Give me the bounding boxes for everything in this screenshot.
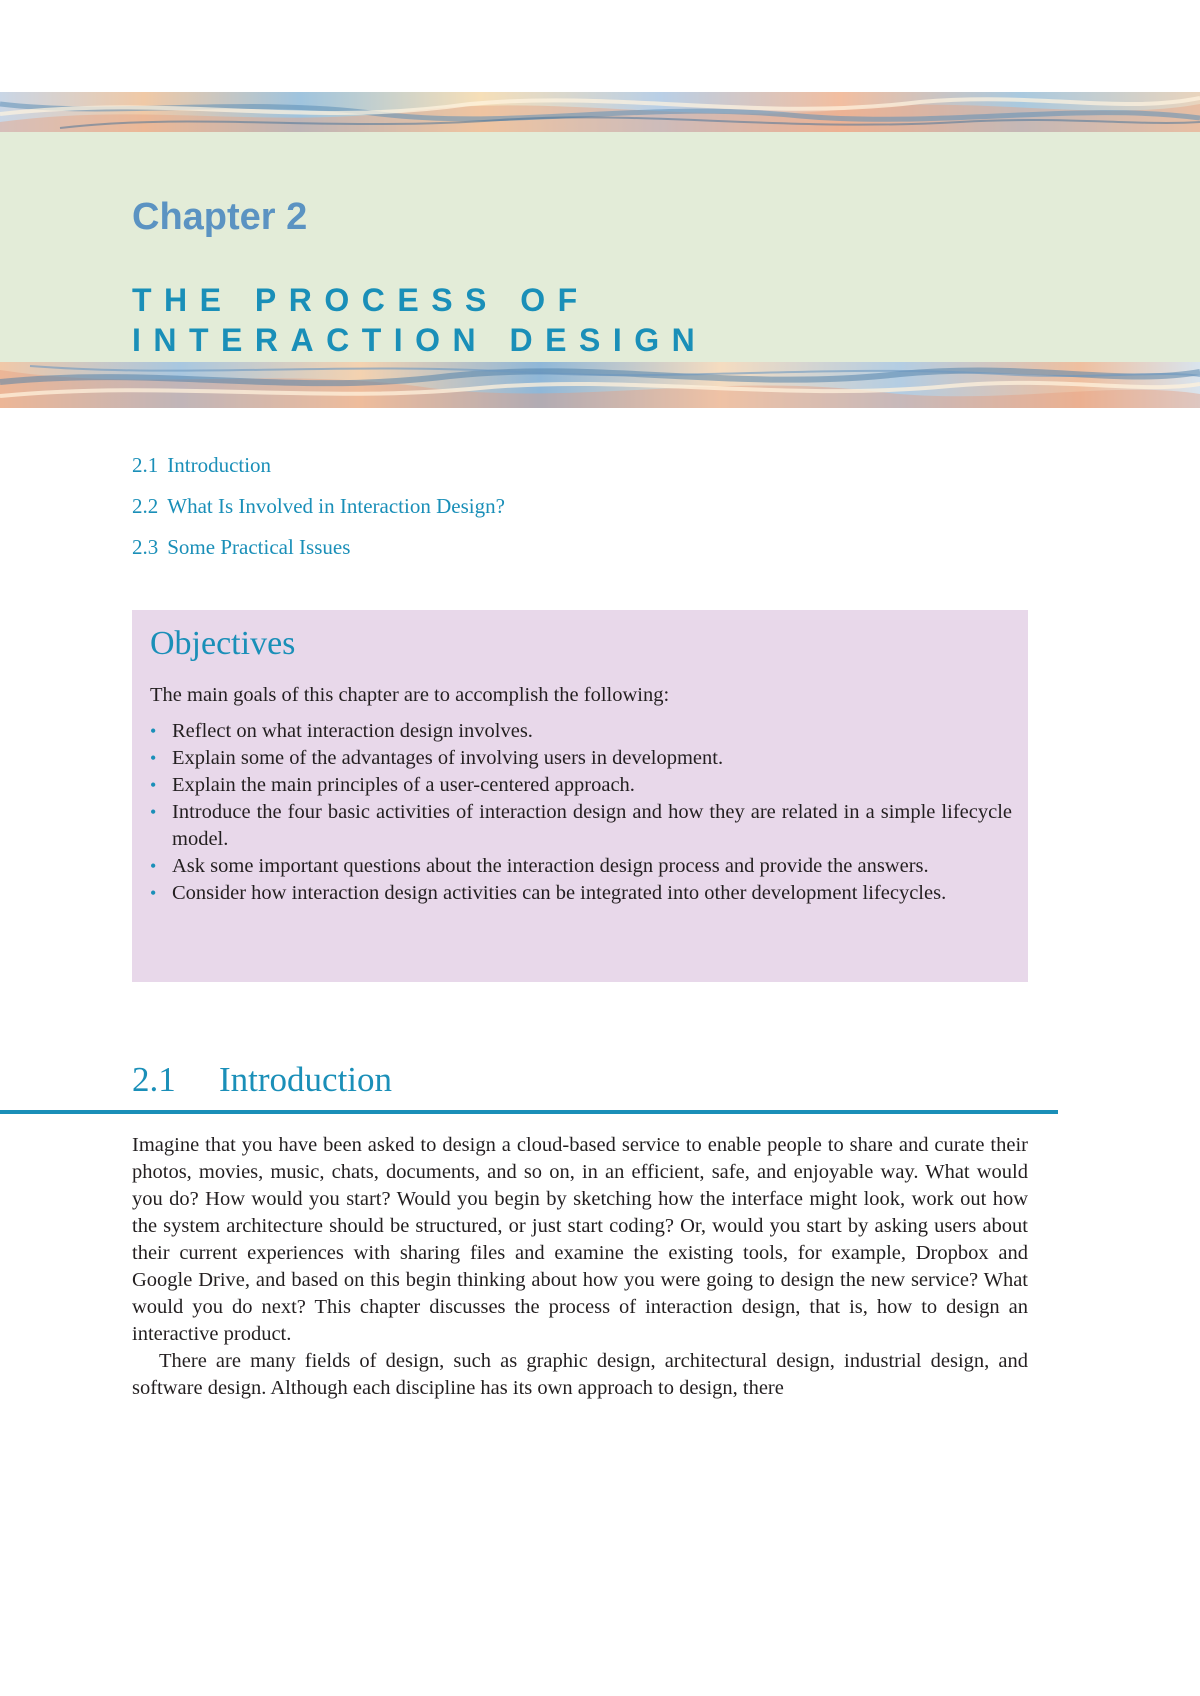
objective-text: Explain the main principles of a user-centered approach. <box>172 774 635 796</box>
toc-item-number: 2.1 <box>132 453 159 477</box>
toc-item[interactable] <box>132 452 505 493</box>
objective-text: Explain some of the advantages of involving users in development. <box>172 747 724 769</box>
objective-item <box>150 799 1012 853</box>
objective-text: Ask some important questions about the interaction design process and provide the answers. <box>172 855 929 877</box>
objectives-list <box>150 718 1012 907</box>
decorative-painted-band-bottom <box>0 362 1200 408</box>
toc-item[interactable] <box>132 534 505 575</box>
objective-item <box>150 772 1012 799</box>
chapter-title-line-1: THE PROCESS OF <box>132 282 590 318</box>
section-divider <box>0 1110 1058 1114</box>
decorative-painted-band-top <box>0 92 1200 134</box>
objective-text: Introduce the four basic activities of interaction design and how they are related in a simple lifecycle model. <box>172 801 1012 850</box>
toc-item-title: What Is Involved in Interaction Design? <box>167 494 505 518</box>
chapter-contents-list <box>132 452 505 575</box>
objective-text: Reflect on what interaction design involves. <box>172 720 533 742</box>
objective-item <box>150 718 1012 745</box>
toc-item-title: Some Practical Issues <box>167 535 351 559</box>
bullet-icon: • <box>150 802 157 822</box>
body-paragraph: Imagine that you have been asked to design a cloud-based service to enable people to share and curate their photos, movies, music, chats, documents, and so on, in an efficient, safe, and enjoyable way. What would you do? How would you start? Would you begin by sketching how the interface might look, work out how the system architecture should be structured, or just start coding? Or, would you start by asking users about their current experiences with sharing files and examine the existing tools, for example, Dropbox and Google Drive, and based on this begin thinking about how you were going to design the new service? What would you do next? This chapter discusses the process of interaction design, that is, how to design an interactive product. <box>132 1134 1028 1345</box>
section-number: 2.1 <box>132 1060 176 1099</box>
body-paragraph: There are many fields of design, such as graphic design, architectural design, industrial design, and software design. Although each discipline has its own approach to design, there <box>132 1350 1028 1399</box>
toc-item-title: Introduction <box>167 453 272 477</box>
toc-item[interactable] <box>132 493 505 534</box>
bullet-icon: • <box>150 883 157 903</box>
section-body <box>132 1132 1028 1402</box>
toc-item-number: 2.2 <box>132 494 159 518</box>
bullet-icon: • <box>150 748 157 768</box>
section-title: Introduction <box>219 1060 393 1099</box>
objective-item <box>150 880 1012 907</box>
objective-text: Consider how interaction design activities can be integrated into other development lifecycles. <box>172 882 947 904</box>
chapter-title-line-2: INTERACTION DESIGN <box>132 322 708 358</box>
objectives-box <box>132 610 1028 982</box>
toc-item-number: 2.3 <box>132 535 159 559</box>
bullet-icon: • <box>150 856 157 876</box>
bullet-icon: • <box>150 721 157 741</box>
bullet-icon: • <box>150 775 157 795</box>
objectives-intro: The main goals of this chapter are to accomplish the following: <box>150 684 670 706</box>
objective-item <box>150 745 1012 772</box>
chapter-title <box>132 280 707 360</box>
chapter-label: Chapter 2 <box>132 196 308 238</box>
section-heading <box>132 1058 392 1102</box>
objective-item <box>150 853 1012 880</box>
objectives-heading: Objectives <box>150 625 296 662</box>
